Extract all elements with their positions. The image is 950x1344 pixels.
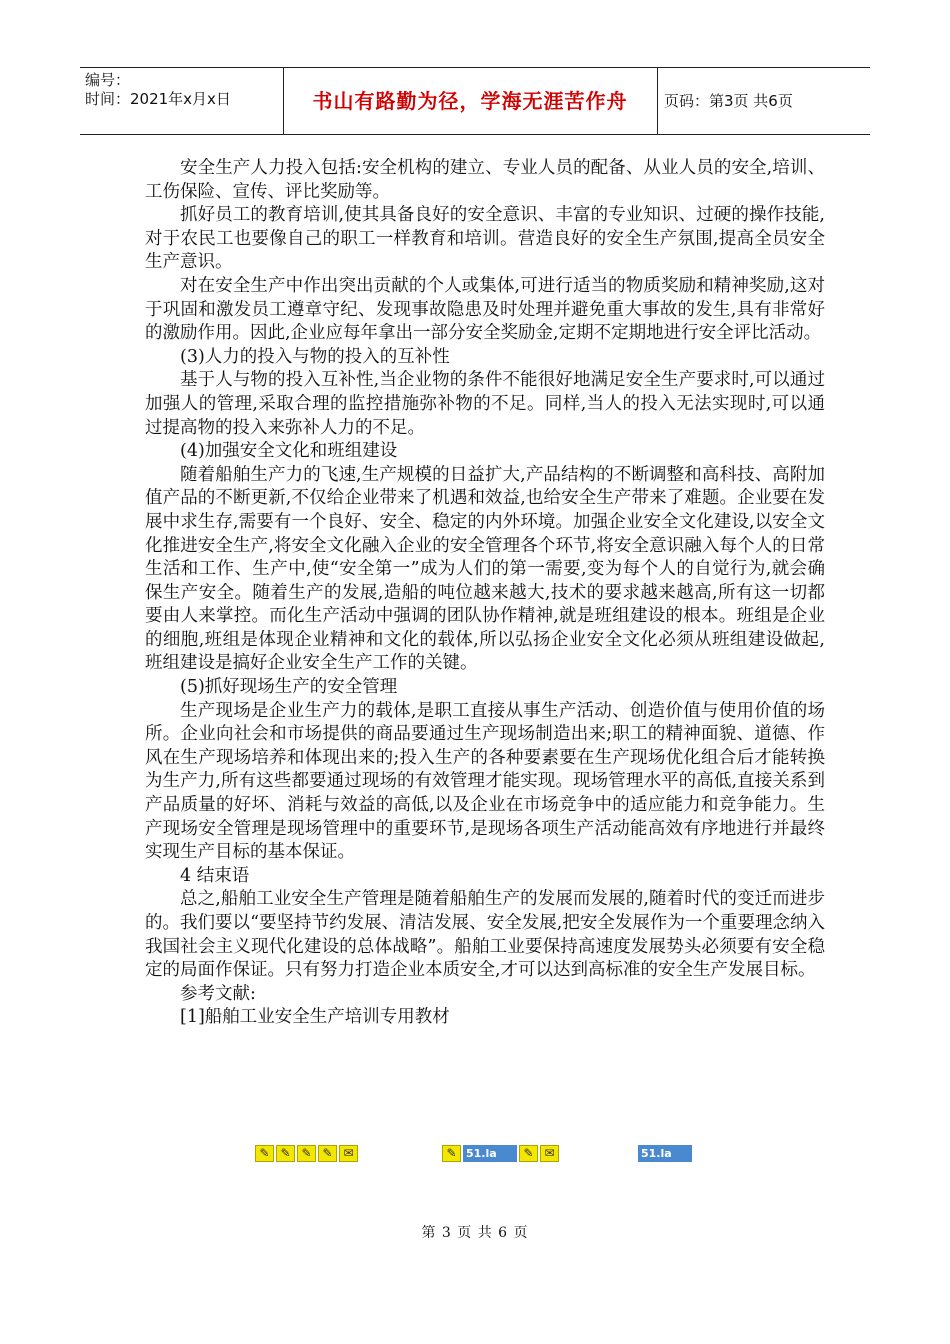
note-icon[interactable]: ✉ (540, 1145, 559, 1162)
page-header (80, 67, 870, 135)
section-heading: (5)抓好现场生产的安全管理 (180, 677, 398, 698)
header-motto: 书山有路勤为径，学海无涯苦作舟 (312, 89, 628, 113)
paragraph: 总之,船舶工业安全生产管理是随着船舶生产的发展而发展的,随着时代的变迁而进步的。我们要以“要坚持节约发展、清洁发展、安全发展,把安全发展作为一个重要理念纳入我国社会主义现代化建设的总体战略”。船舶工业要保持高速度发展势头必须要有安全稳定的局面作保证。只有努力打造企业本质安全,才可以达到高标准的安全生产发展目标。 (145, 889, 825, 981)
counter-badge[interactable]: 51.la (638, 1145, 692, 1162)
note-icon[interactable]: ✉ (339, 1145, 358, 1162)
section-heading: (4)加强安全文化和班组建设 (180, 441, 398, 462)
pencil-icon[interactable]: ✎ (442, 1145, 461, 1162)
header-divider (283, 68, 284, 134)
section-heading: (3)人力的投入与物的投入的互补性 (180, 346, 450, 367)
document-body (145, 157, 825, 1030)
page-footer: 第 3 页 共 6 页 (421, 1225, 529, 1241)
paragraph: 基于人与物的投入互补性,当企业物的条件不能很好地满足安全生产要求时,可以通过加强人的管理,采取合理的监控措施弥补物的不足。同样,当人的投入无法实现时,可以通过提高物的投入来弥补人力的不足。 (145, 370, 825, 438)
badge-group (442, 1145, 559, 1162)
badge-group (255, 1145, 358, 1162)
paragraph: 生产现场是企业生产力的载体,是职工直接从事生产活动、创造价值与使用价值的场所。企业向社会和市场提供的商品要通过生产现场制造出来;职工的精神面貌、道德、作风在生产现场培养和体现出来的;投入生产的各种要素要在生产现场优化组合后才能转换为生产力,所有这些都要通过现场的有效管理才能实现。现场管理水平的高低,直接关系到产品质量的好坏、消耗与效益的高低,以及企业在市场竞争中的适应能力和竞争能力。生产现场安全管理是现场管理中的重要环节,是现场各项生产活动能高效有序地进行并最终实现生产目标的基本保证。 (145, 700, 825, 863)
paragraph: 抓好员工的教育培训,使其具备良好的安全意识、丰富的专业知识、过硬的操作技能,对于农民工也要像自己的职工一样教育和培训。营造良好的安全生产氛围,提高全员安全生产意识。 (145, 205, 825, 273)
header-page-number: 页码：第3页 共6页 (664, 92, 793, 110)
paragraph: 随着船舶生产力的飞速,生产规模的日益扩大,产品结构的不断调整和高科技、高附加值产品的不断更新,不仅给企业带来了机遇和效益,也给安全生产带来了难题。企业要在发展中求生存,需要有一个良好、安全、稳定的内外环境。加强企业安全文化建设,以安全文化推进安全生产,将安全文化融入企业的安全管理各个环节,将安全意识融入每个人的日常生活和工作、生产中,使“安全第一”成为人们的第一需要,变为每个人的自觉行为,就会确保生产安全。随着生产的发展,造船的吨位越来越大,技术的要求越来越高,所有这一切都要由人来掌控。而化生产活动中强调的团队协作精神,就是班组建设的根本。班组是企业的细胞,班组是体现企业精神和文化的载体,所以弘扬企业安全文化必须从班组建设做起,班组建设是搞好企业安全生产工作的关键。 (145, 464, 825, 674)
pencil-icon[interactable]: ✎ (519, 1145, 538, 1162)
pencil-icon[interactable]: ✎ (255, 1145, 274, 1162)
document-date-label: 时间：2021年x月x日 (85, 90, 231, 108)
references-heading: 参考文献: (180, 983, 256, 1004)
paragraph: 安全生产人力投入包括:安全机构的建立、专业人员的配备、从业人员的安全,培训、工伤保险、宣传、评比奖励等。 (145, 158, 825, 202)
paragraph: 对在安全生产中作出突出贡献的个人或集体,可进行适当的物质奖励和精神奖励,这对于巩固和激发员工遵章守纪、发现事故隐患及时处理并避免重大事故的发生,具有非常好的激励作用。因此,企业应每年拿出一部分安全奖励金,定期不定期地进行安全评比活动。 (145, 275, 825, 344)
document-number-label: 编号： (85, 71, 131, 89)
reference-item: [1]船舶工业安全生产培训专用教材 (180, 1007, 450, 1028)
header-meta (85, 71, 285, 109)
badge-group (638, 1145, 692, 1162)
header-divider (657, 68, 658, 134)
pencil-icon[interactable]: ✎ (276, 1145, 295, 1162)
section-heading: 4 结束语 (180, 865, 250, 886)
counter-badge[interactable]: 51.la (463, 1145, 517, 1162)
pencil-icon[interactable]: ✎ (318, 1145, 337, 1162)
pencil-icon[interactable]: ✎ (297, 1145, 316, 1162)
